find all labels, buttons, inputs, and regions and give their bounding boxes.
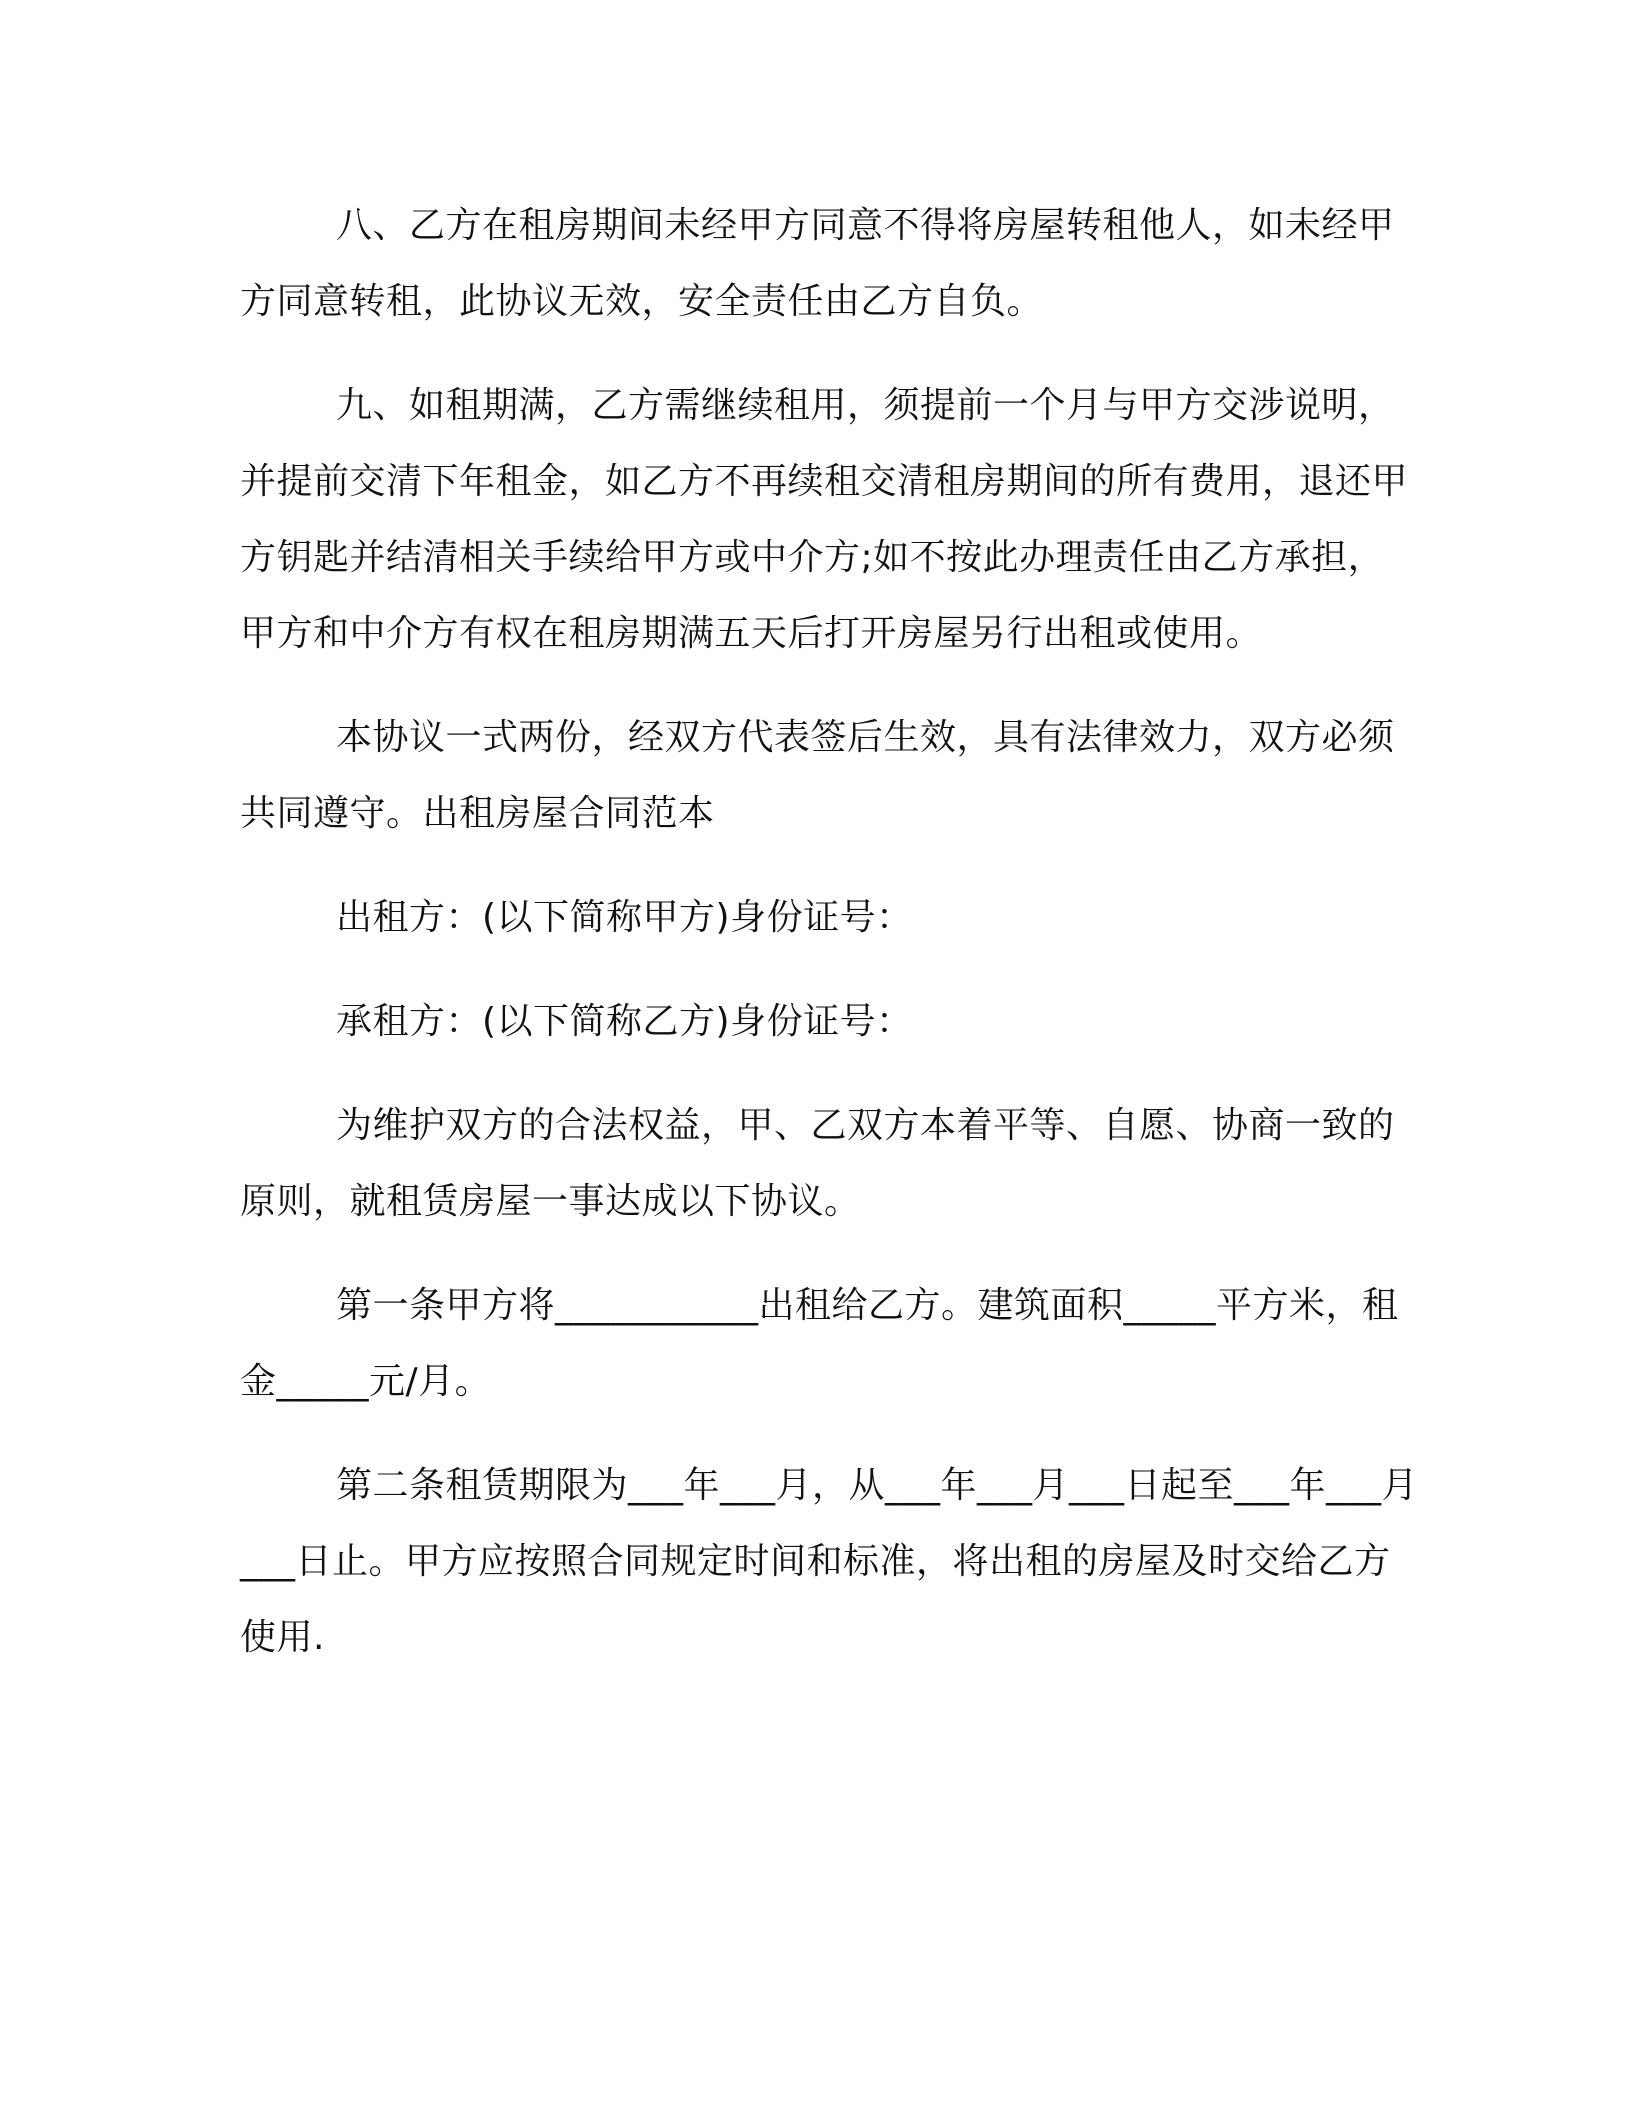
paragraph-preamble: 为维护双方的合法权益，甲、乙双方本着平等、自愿、协商一致的原则，就租赁房屋一事达成以下协议。 — [240, 1105, 1395, 1222]
paragraph-clause-8: 八、乙方在租房期间未经甲方同意不得将房屋转租他人，如未经甲方同意转租，此协议无效，安全责任由乙方自负。 — [240, 205, 1395, 322]
paragraph-article-2: 第二条租赁期限为___年___月，从___年___月___日起至___年___月___日止。甲方应按照合同规定时间和标准，将出租的房屋及时交给乙方使用. — [240, 1465, 1419, 1658]
paragraph-lessor: 出租方：(以下简称甲方)身份证号： — [336, 897, 913, 938]
document-body — [240, 188, 1420, 1704]
paragraph-clause-9: 九、如租期满，乙方需继续租用，须提前一个月与甲方交涉说明，并提前交清下年租金，如乙方不再续租交清租房期间的所有费用，退还甲方钥匙并结清相关手续给甲方或中介方;如不按此办理责任由乙方承担，甲方和中介方有权在租房期满五天后打开房屋另行出租或使用。 — [240, 385, 1409, 654]
paragraph-agreement-validity: 本协议一式两份，经双方代表签后生效，具有法律效力，双方必须共同遵守。出租房屋合同范本 — [240, 717, 1395, 834]
paragraph-lessee: 承租方：(以下简称乙方)身份证号： — [336, 1001, 913, 1042]
paragraph-article-1: 第一条甲方将___________出租给乙方。建筑面积_____平方米，租金_____元/月。 — [240, 1285, 1399, 1402]
